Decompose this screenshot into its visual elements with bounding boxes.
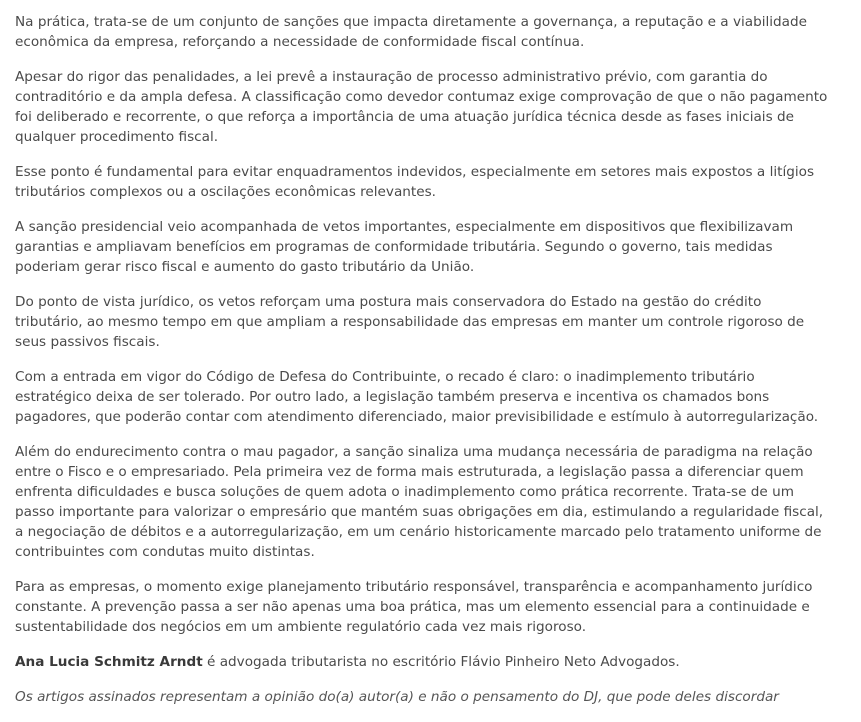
article-paragraph: Com a entrada em vigor do Código de Defesa do Contribuinte, o recado é claro: o inadimplemento tributário estratégico deixa de ser tolerado. Por outro lado, a legislação também preserva e incentiva os chamados bons pagadores, que poderão contar com atendimento diferenciado, maior previsibilidade e estímulo à autorregularização. bbox=[15, 369, 819, 425]
article-paragraph: Para as empresas, o momento exige planejamento tributário responsável, transparência e acompanhamento jurídico constante. A prevenção passa a ser não apenas uma boa prática, mas um elemento essencial para a continuidade e sustentabilidade dos negócios em um ambiente regulatório cada vez mais rigoroso. bbox=[15, 579, 813, 635]
opinion-disclaimer: Os artigos assinados representam a opinião do(a) autor(a) e não o pensamento do DJ, que pode deles discordar bbox=[15, 689, 779, 705]
article-paragraph: Esse ponto é fundamental para evitar enquadramentos indevidos, especialmente em setores mais expostos a litígios tributários complexos ou a oscilações econômicas relevantes. bbox=[15, 164, 815, 200]
article-body bbox=[15, 12, 830, 722]
article-paragraph: A sanção presidencial veio acompanhada de vetos importantes, especialmente em dispositivos que flexibilizavam garantias e ampliavam benefícios em programas de conformidade tributária. Segundo o governo, tais medidas poderiam gerar risco fiscal e aumento do gasto tributário da União. bbox=[15, 219, 794, 275]
author-bio-text: é advogada tributarista no escritório Flávio Pinheiro Neto Advogados. bbox=[202, 654, 680, 670]
author-name: Ana Lucia Schmitz Arndt bbox=[15, 654, 203, 670]
article-paragraph: Do ponto de vista jurídico, os vetos reforçam uma postura mais conservadora do Estado na gestão do crédito tributário, ao mesmo tempo em que ampliam a responsabilidade das empresas em manter um controle rigoroso de seus passivos fiscais. bbox=[15, 294, 805, 350]
article-paragraph: Apesar do rigor das penalidades, a lei prevê a instauração de processo administrativo prévio, com garantia do contraditório e da ampla defesa. A classificação como devedor contumaz exige comprovação de que o não pagamento foi deliberado e recorrente, o que reforça a importância de uma atuação jurídica técnica desde as fases iniciais de qualquer procedimento fiscal. bbox=[15, 69, 828, 145]
article-paragraph: Além do endurecimento contra o mau pagador, a sanção sinaliza uma mudança necessária de paradigma na relação entre o Fisco e o empresariado. Pela primeira vez de forma mais estruturada, a legislação passa a diferenciar quem enfrenta dificuldades e busca soluções de quem adota o inadimplemento como prática recorrente. Trata-se de um passo importante para valorizar o empresário que mantém suas obrigações em dia, estimulando a regularidade fiscal, a negociação de débitos e a autorregularização, em um cenário historicamente marcado pelo tratamento uniforme de contribuintes com condutas muito distintas. bbox=[15, 444, 824, 560]
article-paragraph: Na prática, trata-se de um conjunto de sanções que impacta diretamente a governança, a reputação e a viabilidade econômica da empresa, reforçando a necessidade de conformidade fiscal contínua. bbox=[15, 14, 808, 50]
author-bio bbox=[15, 652, 830, 672]
